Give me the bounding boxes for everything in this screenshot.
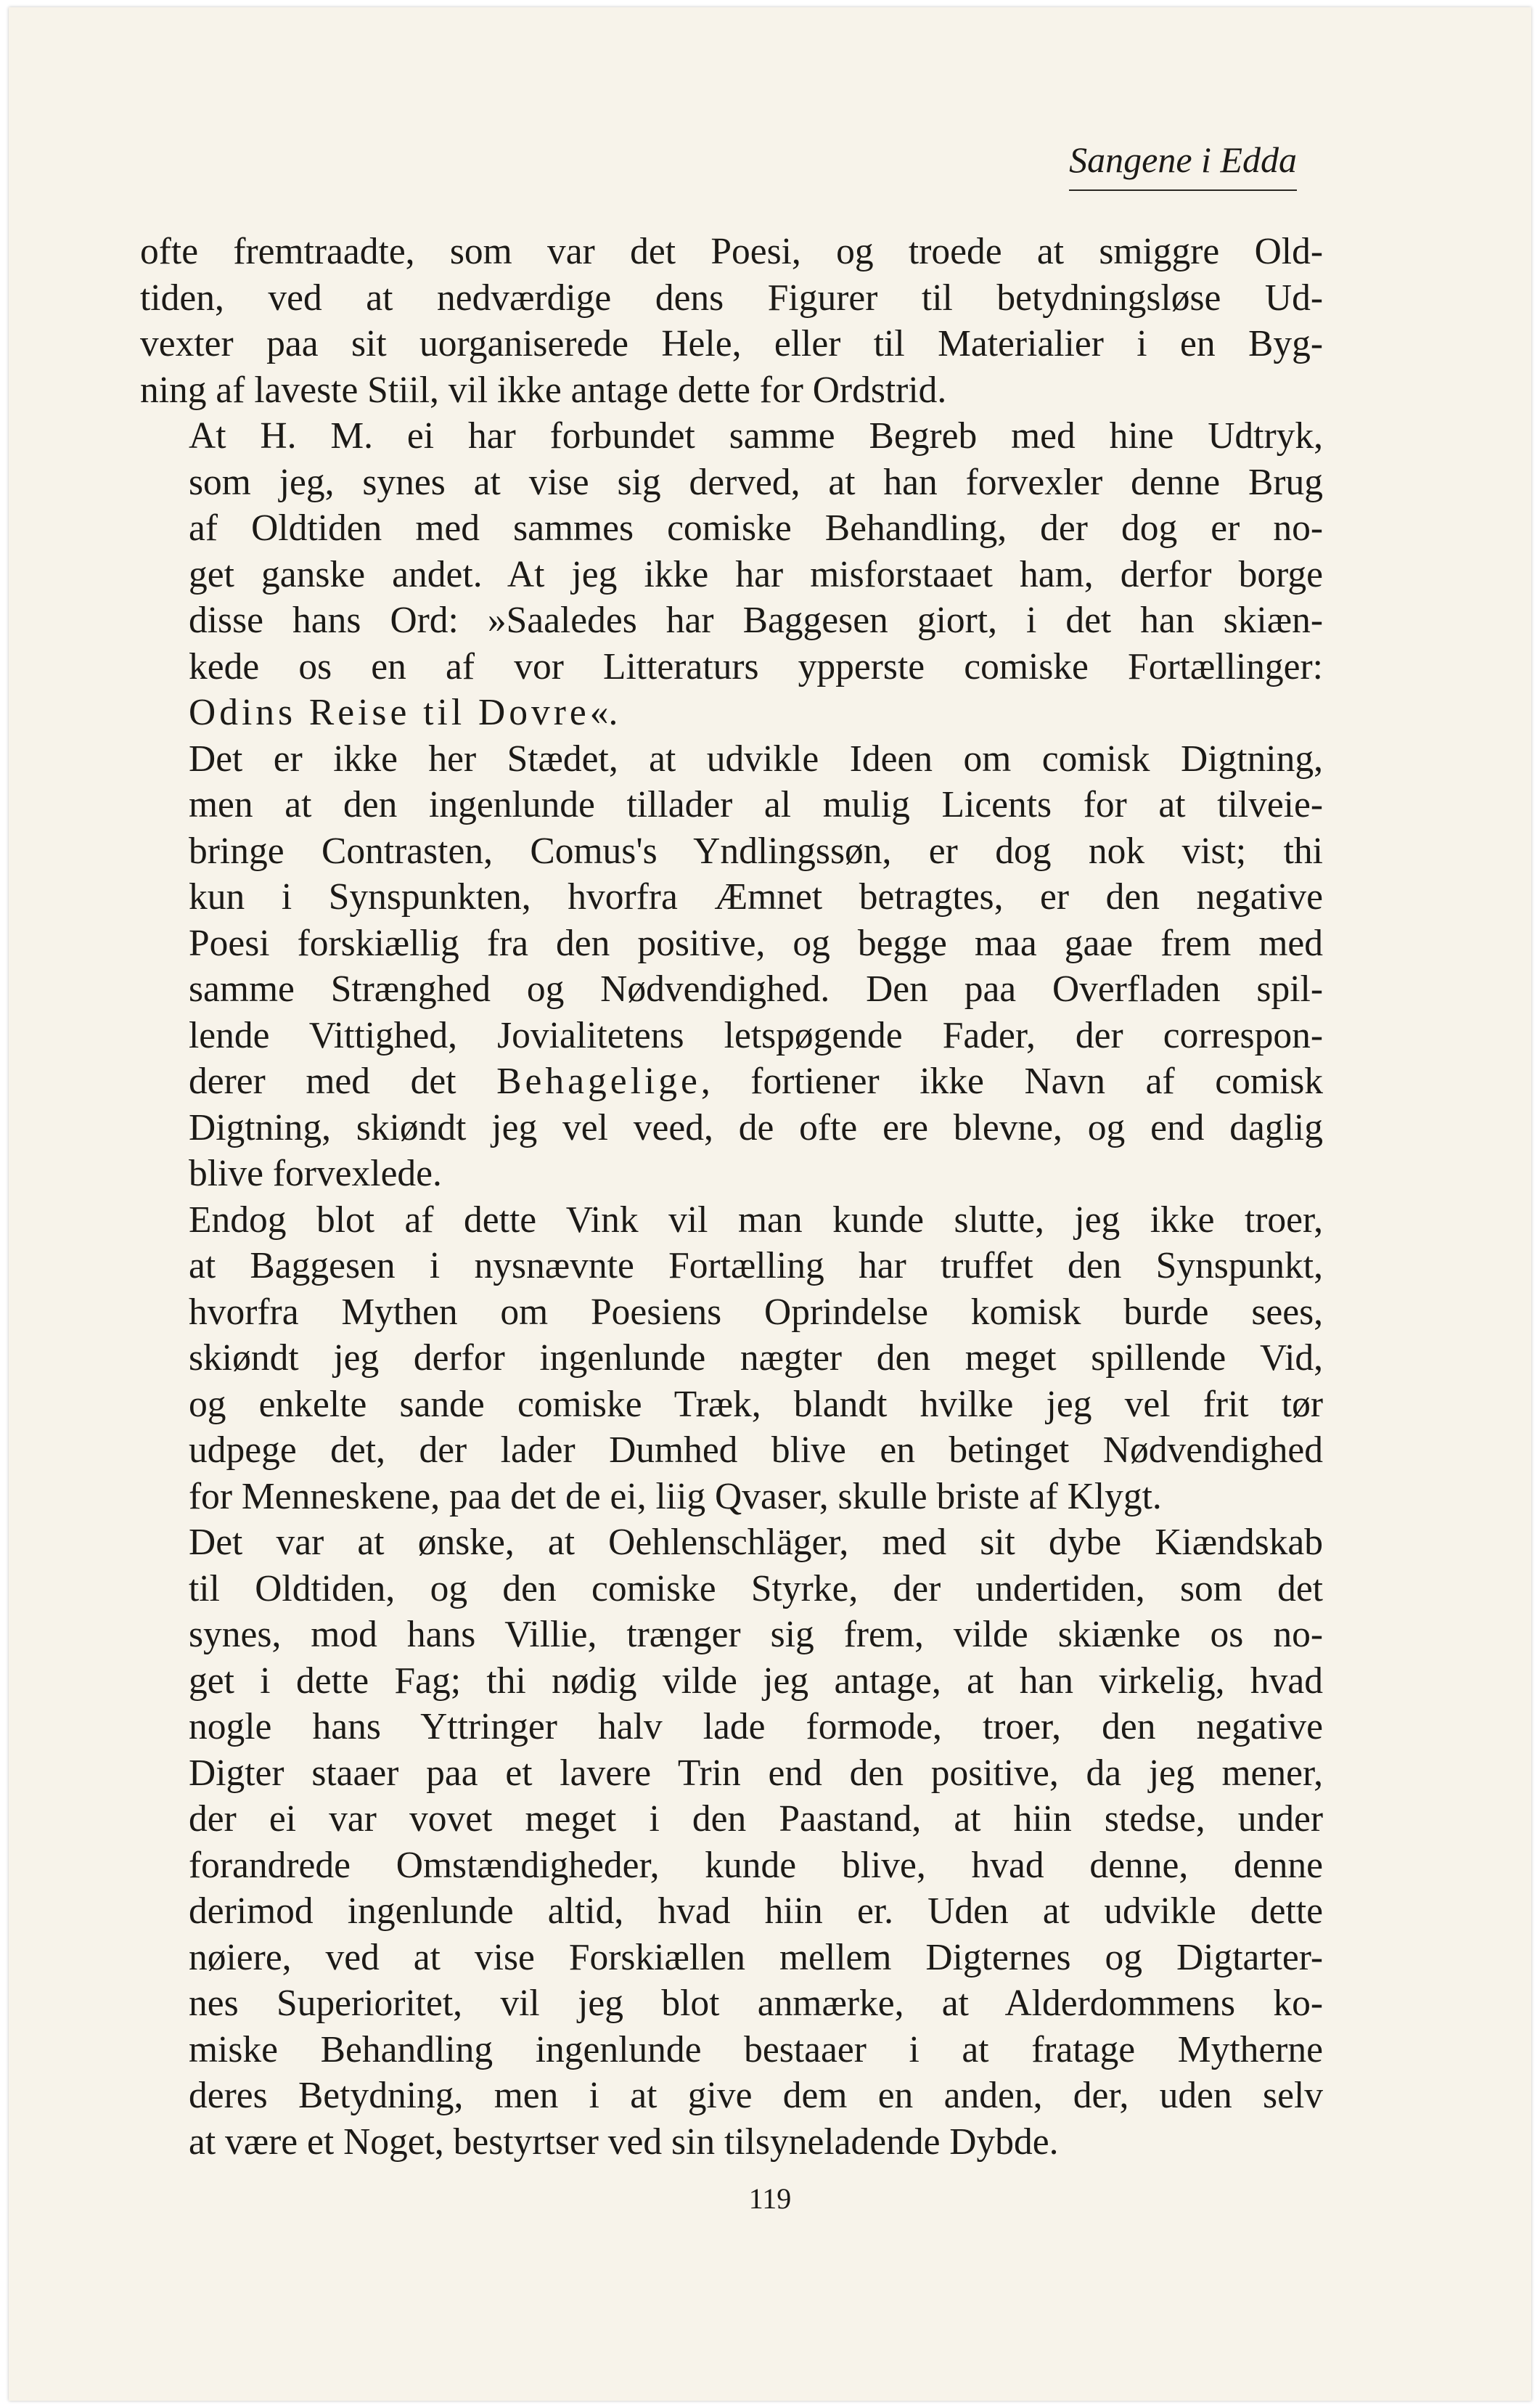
text-line: af Oldtiden med sammes comiske Behandling, der dog er no- <box>189 507 1323 549</box>
text-line: til Oldtiden, og den comiske Styrke, der undertiden, som det <box>189 1567 1323 1609</box>
text-line: Digter staaer paa et lavere Trin end den positive, da jeg mener, <box>189 1752 1323 1794</box>
text-line: udpege det, der lader Dumhed blive en betinget Nødvendighed <box>189 1429 1323 1471</box>
spaced-title: Odins Reise til Dovre <box>189 692 590 733</box>
text-line: samme Strænghed og Nødvendighed. Den paa Overfladen spil- <box>189 968 1323 1010</box>
text-line: At H. M. ei har forbundet samme Begreb med hine Udtryk, <box>189 415 1323 457</box>
text-line: kede os en af vor Litteraturs ypperste comiske Fortællinger: <box>189 645 1323 687</box>
text-line: bringe Contrasten, Comus's Yndlingssøn, er dog nok vist; thi <box>189 830 1323 872</box>
text-line: deres Betydning, men i at give dem en anden, der, uden selv <box>189 2075 1323 2116</box>
text-line: synes, mod hans Villie, trænger sig frem, vilde skiænke os no- <box>189 1614 1323 1655</box>
text-line: disse hans Ord: »Saaledes har Baggesen giort, i det han skiæn- <box>189 600 1323 641</box>
text-line: der ei var vovet meget i den Paastand, at hiin stedse, under <box>189 1798 1323 1840</box>
spaced-word: Behagelige <box>496 1061 701 1102</box>
book-page <box>9 7 1531 2401</box>
text-line: lende Vittighed, Jovialitetens letspøgende Fader, der correspon- <box>189 1014 1323 1056</box>
text-line: nogle hans Yttringer halv lade formode, troer, den negative <box>189 1706 1323 1747</box>
text-line: ning af laveste Stiil, vil ikke antage dette for Ordstrid. <box>140 369 947 411</box>
text-line <box>140 690 1323 736</box>
text-line: Det er ikke her Stædet, at udvikle Ideen om comisk Digtning, <box>189 738 1323 780</box>
text-line: men at den ingenlunde tillader al mulig Licents for at tilveie- <box>189 784 1323 825</box>
text-line: kun i Synspunkten, hvorfra Æmnet betragtes, er den negative <box>189 876 1323 918</box>
text-line: blive forvexlede. <box>189 1153 442 1194</box>
text-line: Poesi forskiællig fra den positive, og begge maa gaae frem med <box>189 922 1323 964</box>
text-line: tiden, ved at nedværdige dens Figurer til betydningsløse Ud- <box>140 277 1323 319</box>
text-line <box>140 1058 1323 1105</box>
text-line: get ganske andet. At jeg ikke har misforstaaet ham, derfor borge <box>189 553 1323 595</box>
text-line: hvorfra Mythen om Poesiens Oprindelse komisk burde sees, <box>189 1291 1323 1333</box>
text-line: vexter paa sit uorganiserede Hele, eller til Materialier i en Byg- <box>140 323 1323 364</box>
text-line: Digtning, skiøndt jeg vel veed, de ofte ere blevne, og end daglig <box>189 1106 1323 1148</box>
text-line: som jeg, synes at vise sig derved, at han forvexler denne Brug <box>189 461 1323 503</box>
paragraph-5 <box>140 1519 1323 2165</box>
paragraph-4 <box>140 1197 1323 1520</box>
quote-close: «. <box>589 692 618 733</box>
text-line: derimod ingenlunde altid, hvad hiin er. Uden at udvikle dette <box>189 1890 1323 1932</box>
text-line: nøiere, ved at vise Forskiællen mellem Digternes og Digtarter- <box>189 1936 1323 1978</box>
paragraph-2 <box>140 413 1323 736</box>
text-line: ofte fremtraadte, som var det Poesi, og troede at smiggre Old- <box>140 231 1323 272</box>
text-line: Endog blot af dette Vink vil man kunde slutte, jeg ikke troer, <box>189 1199 1323 1241</box>
text-line: for Menneskene, paa det de ei, liig Qvaser, skulle briste af Klygt. <box>189 1475 1162 1517</box>
line-segment: derer med det <box>189 1061 497 1102</box>
text-line: skiøndt jeg derfor ingenlunde nægter den meget spillende Vid, <box>189 1337 1323 1379</box>
page-number: 119 <box>748 2182 792 2215</box>
paragraph-3 <box>140 736 1323 1197</box>
text-line: at Baggesen i nysnævnte Fortælling har truffet den Synspunkt, <box>189 1245 1323 1286</box>
text-line: og enkelte sande comiske Træk, blandt hvilke jeg vel frit tør <box>189 1383 1323 1425</box>
line-segment: , fortiener ikke Navn af comisk <box>700 1061 1323 1102</box>
page-body <box>140 229 1323 2165</box>
text-line: Det var at ønske, at Oehlenschläger, med sit dybe Kiændskab <box>189 1522 1323 1563</box>
running-head: Sangene i Edda <box>1069 142 1297 191</box>
text-line: miske Behandling ingenlunde bestaaer i at fratage Mytherne <box>189 2028 1323 2070</box>
text-line: get i dette Fag; thi nødig vilde jeg antage, at han virkelig, hvad <box>189 1660 1323 1702</box>
text-line: nes Superioritet, vil jeg blot anmærke, at Alderdommens ko- <box>189 1983 1323 2024</box>
text-line: forandrede Omstændigheder, kunde blive, hvad denne, denne <box>189 1844 1323 1886</box>
paragraph-1 <box>140 229 1323 413</box>
text-line: at være et Noget, bestyrtser ved sin tilsyneladende Dybde. <box>189 2121 1059 2163</box>
